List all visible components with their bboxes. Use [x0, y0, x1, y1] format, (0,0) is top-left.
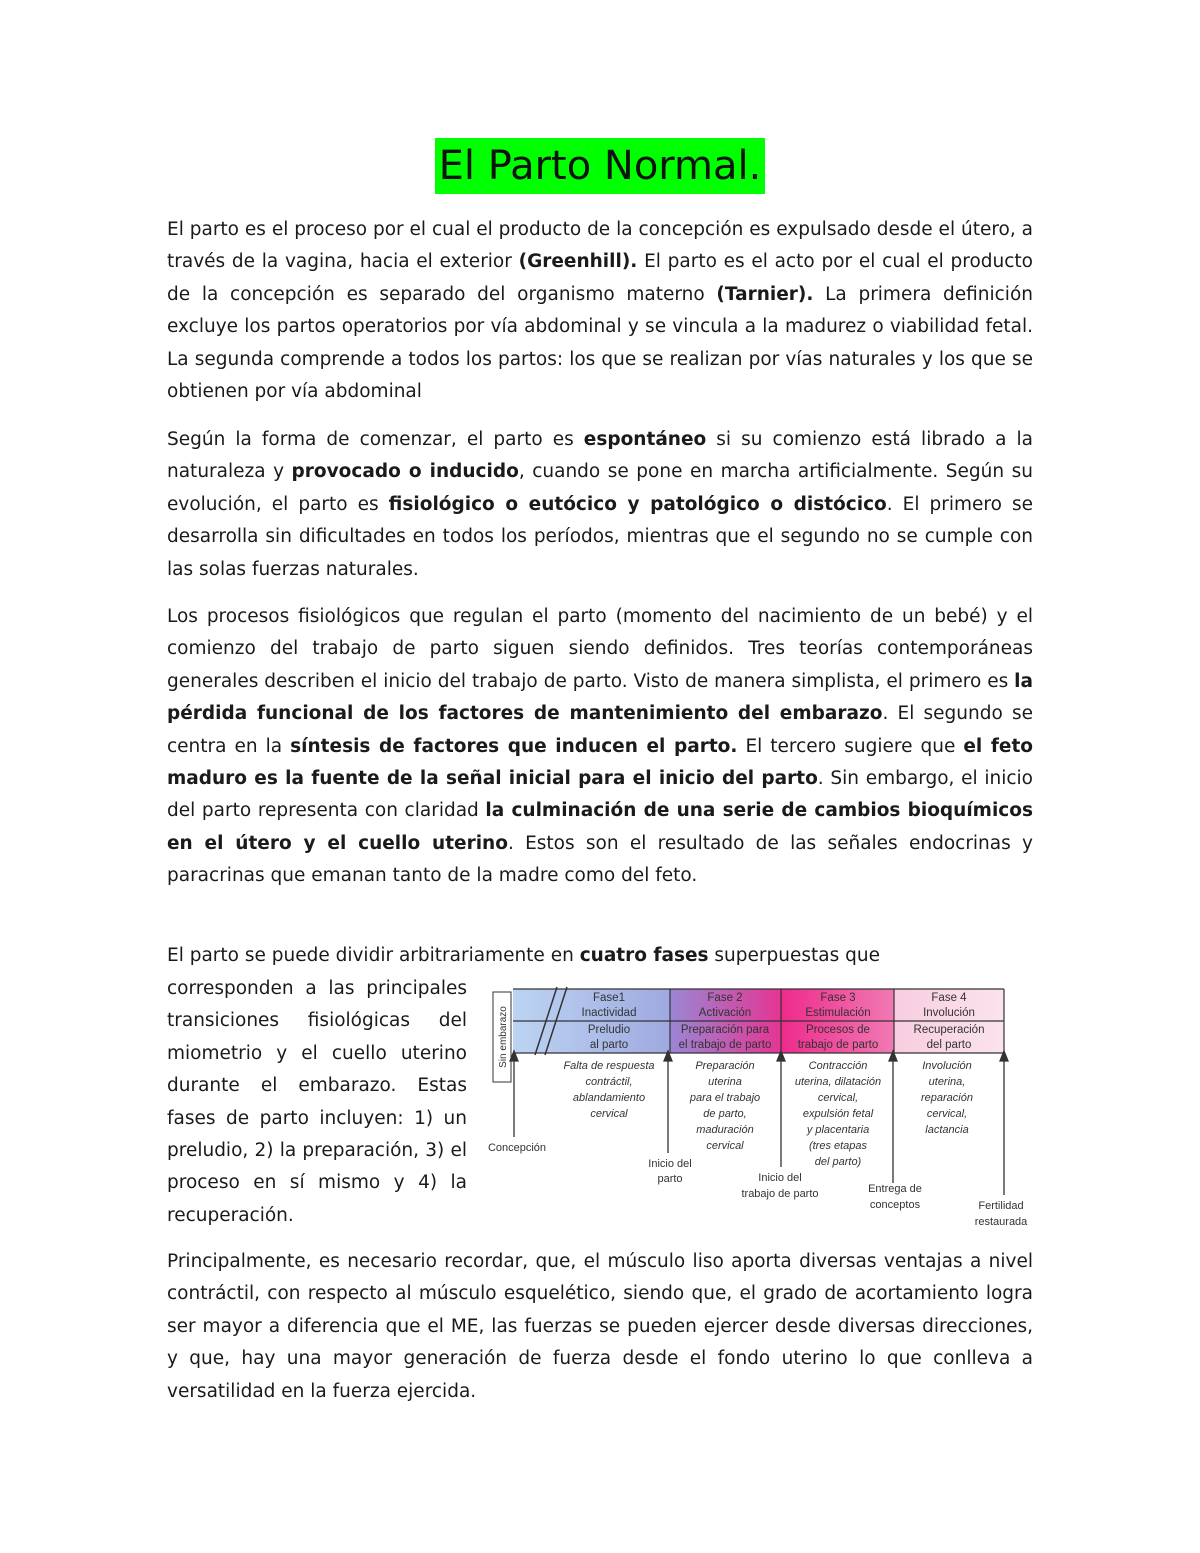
event-entrega: Entrega de [868, 1183, 922, 1195]
title-wrapper [0, 138, 1200, 194]
event-inicio-parto: Inicio del [648, 1158, 692, 1170]
phase3-desc: uterina, dilatación [794, 1076, 882, 1088]
text: El tercero sugiere que [737, 735, 964, 757]
text: El parto se puede dividir arbitrariamente en [167, 945, 580, 966]
phase1-sub: Inactividad [581, 1007, 637, 1019]
paragraph-phases-body: corresponden a las principales transiciones fisiológicas del miometrio y el cuello uterino durante el embarazo. Estas fases de parto incluyen: 1) un preludio, 2) la preparación, 3) el proceso en sí mismo y 4) la recuperación. [167, 978, 467, 1226]
phase3-desc: cervical, [817, 1092, 859, 1104]
text: . El primero se desarrolla sin dificultades en todos los períodos, mientras que el segundo no se cumple con las solas fuerzas naturales. [167, 493, 1033, 580]
phase1-desc: contráctil, [585, 1076, 633, 1088]
phase2-desc: Preparación [695, 1060, 755, 1072]
phase2-desc: cervical [706, 1140, 744, 1152]
phase3-desc: expulsión fetal [802, 1108, 874, 1120]
phase3-desc: (tres etapas [808, 1140, 868, 1152]
text: Los procesos fisiológicos que regulan el parto (momento del nacimiento de un bebé) y el comienzo del trabajo de parto siguen siendo definidos. Tres teorías contemporáneas generales describen el inicio del trabajo de parto. Visto de manera simplista, el primero es [167, 606, 1033, 692]
phase1-process: Preludio [587, 1024, 631, 1036]
phase2-desc: de parto, [703, 1108, 747, 1120]
text: El parto es el acto por el cual el producto de la concepción es separado del organismo materno [167, 251, 1033, 305]
bold-term: la culminación de una serie de cambios bioquímicos en el útero y el cuello uterino [167, 800, 1033, 854]
phase4-desc: cervical, [926, 1108, 968, 1120]
phase4-process2: del parto [926, 1039, 972, 1051]
text: superpuestas que [708, 945, 880, 966]
phase4-sub: Involución [923, 1007, 975, 1019]
citation-greenhill: (Greenhill). [518, 251, 638, 273]
bold-term: fisiológico o eutócico y patológico o distócico [388, 493, 887, 515]
event-fertilidad: Fertilidad [978, 1200, 1024, 1212]
bold-term: provocado o inducido [291, 461, 519, 483]
phases-diagram [483, 985, 1033, 1230]
phase3-process2: trabajo de parto [797, 1039, 879, 1051]
phase2-sub: Activación [698, 1007, 752, 1019]
event-fertilidad: restaurada [974, 1216, 1028, 1228]
text: si su comienzo está librado a la naturaleza y [167, 429, 1034, 483]
phase1-desc: Falta de respuesta [563, 1060, 655, 1072]
phase1-process2: al parto [589, 1039, 629, 1051]
text: El parto es el proceso por el cual el producto de la concepción es expulsado desde el útero, a través de la vagina, hacia el exterior [167, 219, 1033, 273]
phase3-desc: Contracción [808, 1060, 868, 1072]
phase4-desc: reparación [921, 1092, 973, 1104]
paragraph-smooth-muscle: Principalmente, es necesario recordar, que, el músculo liso aporta diversas ventajas a nivel contráctil, con respecto al músculo esquelético, siendo que, el grado de acortamiento logra ser mayor a diferencia que el ME, las fuerzas se pueden ejercer desde diversas direcciones, y que, hay una mayor generación de fuerza desde el fondo uterino lo que conlleva a versatilidad en la fuerza ejercida. [167, 1251, 1033, 1402]
text: . El segundo se centra en la [167, 703, 1033, 757]
bold-term: cuatro fases [579, 945, 709, 966]
paragraph-classification [167, 424, 1033, 586]
phase3-desc: del parto) [814, 1156, 862, 1168]
page-title: El Parto Normal. [435, 138, 766, 194]
phase1-desc: cervical [590, 1108, 628, 1120]
citation-tarnier: (Tarnier). [716, 283, 814, 305]
event-entrega: conceptos [869, 1199, 921, 1211]
phase3-process: Procesos de [806, 1024, 870, 1036]
phase2-desc: uterina [708, 1076, 742, 1088]
paragraph-phases-intro [167, 940, 1033, 972]
phase4-desc: Involución [922, 1060, 972, 1072]
phase1-name: Fase1 [593, 992, 625, 1004]
event-inicio-parto: parto [657, 1173, 683, 1185]
phase3-sub: Estimulación [805, 1007, 871, 1019]
phase4-process: Recuperación [913, 1024, 985, 1036]
text: . Sin embargo, el inicio del parto representa con claridad [167, 768, 1034, 822]
phase3-desc: y placentaria [806, 1124, 870, 1136]
event-inicio-trabajo: Inicio del [758, 1172, 802, 1184]
event-inicio-trabajo: trabajo de parto [741, 1188, 819, 1200]
bold-term: síntesis de factores que inducen el parto. [290, 735, 738, 757]
bold-term: la pérdida funcional de los factores de mantenimiento del embarazo [167, 670, 1033, 725]
phase2-process2: el trabajo de parto [678, 1039, 772, 1051]
text: La primera definición excluye los partos operatorios por vía abdominal y se vincula a la madurez o viabilidad fetal. La segunda comprende a todos los partos: los que se realizan por vías naturales y los que se obtienen por vía abdominal [167, 283, 1033, 403]
event-concepcion: Concepción [487, 1142, 547, 1154]
phase2-name: Fase 2 [707, 992, 743, 1004]
phase3-name: Fase 3 [820, 992, 856, 1004]
phase2-process: Preparación para [680, 1024, 770, 1036]
phase2-desc: para el trabajo [689, 1092, 761, 1104]
phase4-name: Fase 4 [931, 992, 967, 1004]
side-label: Sin embarazo [498, 1006, 509, 1068]
text: , cuando se pone en marcha artificialmente. Según su evolución, el parto es [167, 461, 1034, 515]
phase2-desc: maduración [696, 1124, 754, 1136]
paragraph-definition [167, 214, 1033, 408]
bold-term: el feto maduro es la fuente de la señal inicial para el inicio del parto [167, 735, 1034, 790]
paragraph-theories [167, 601, 1033, 893]
text: . Estos son el resultado de las señales endocrinas y paracrinas que emanan tanto de la madre como del feto. [167, 832, 1033, 887]
phase1-desc: ablandamiento [572, 1092, 646, 1104]
phase4-desc: lactancia [925, 1124, 969, 1136]
bold-term: espontáneo [583, 429, 707, 450]
text: Según la forma de comenzar, el parto es [167, 429, 584, 450]
phase4-desc: uterina, [928, 1076, 966, 1088]
